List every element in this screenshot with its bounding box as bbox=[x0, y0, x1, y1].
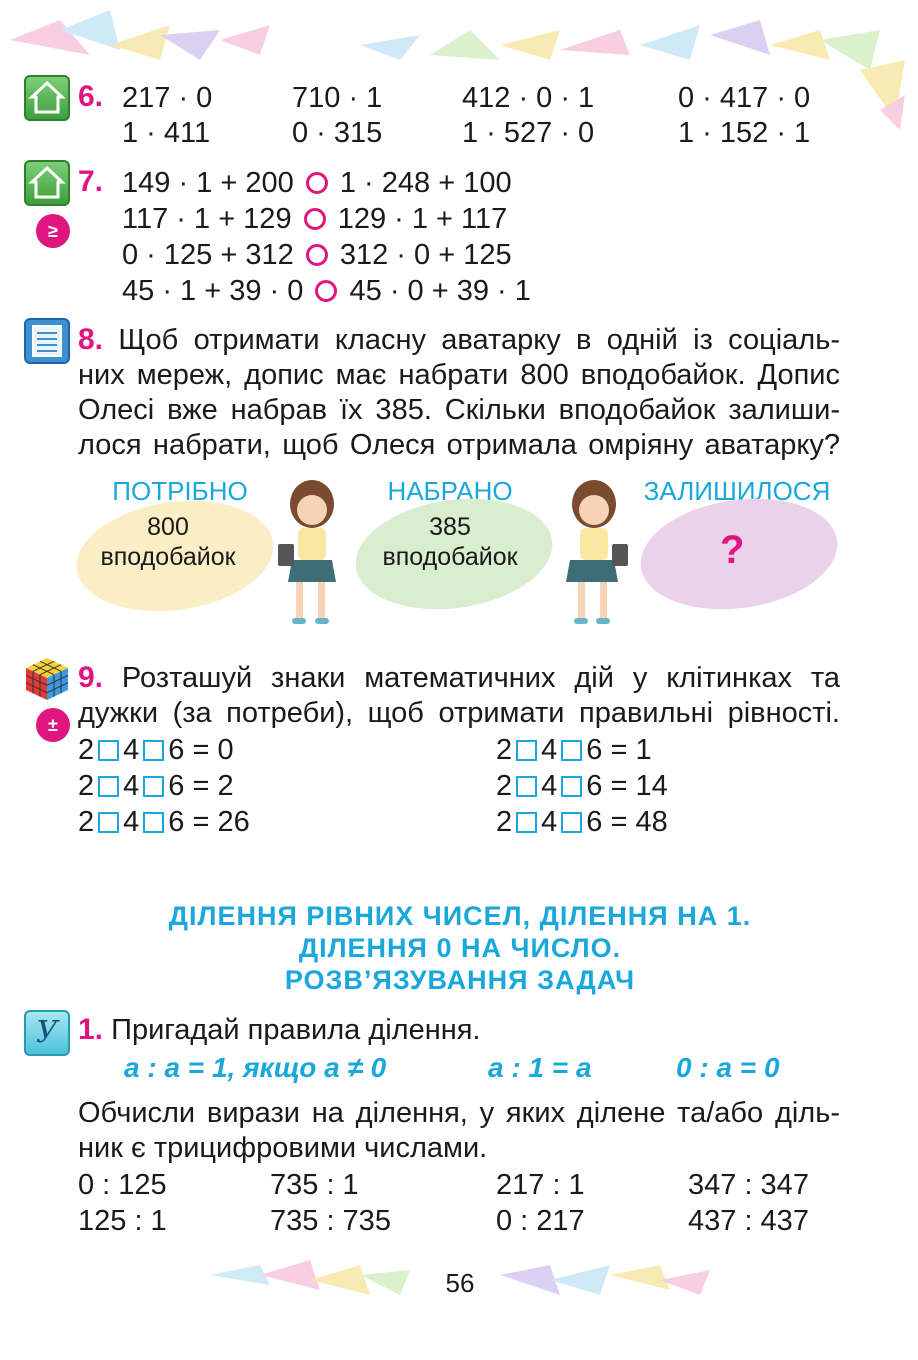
ex1-intro-line bbox=[78, 1012, 481, 1048]
operator-box[interactable] bbox=[516, 776, 537, 797]
exercise-6-number: 6. bbox=[78, 80, 104, 113]
ex7-row bbox=[122, 273, 531, 309]
rubiks-cube-icon bbox=[24, 656, 70, 702]
ex9-equation: 2 4 6 = 1 bbox=[496, 734, 652, 766]
page-number: 56 bbox=[445, 1268, 475, 1298]
operator-box[interactable] bbox=[98, 776, 119, 797]
compare-circle[interactable] bbox=[304, 208, 326, 230]
operator-box[interactable] bbox=[516, 812, 537, 833]
plus-minus-badge-icon: ± bbox=[36, 708, 70, 742]
compare-badge-icon: ≥ bbox=[36, 214, 70, 248]
ex9-equation: 2 4 6 = 2 bbox=[78, 770, 234, 802]
ex7-left: 0 · 125 + 312 bbox=[122, 239, 294, 271]
text-line: 9. Розташуй знаки математичних дій у клітинках та bbox=[78, 661, 840, 694]
ex1-intro: Пригадай правила ділення. bbox=[111, 1014, 481, 1046]
ex9-equation: 2 4 6 = 48 bbox=[496, 806, 668, 838]
exercise-9-number: 9. bbox=[78, 661, 104, 694]
ex7-left: 117 · 1 + 129 bbox=[122, 203, 292, 235]
compare-circle[interactable] bbox=[306, 244, 328, 266]
section-heading bbox=[60, 900, 860, 996]
ex7-row bbox=[122, 165, 512, 201]
compare-circle[interactable] bbox=[306, 172, 328, 194]
ex6-r0c1: 710 · 1 bbox=[292, 82, 383, 114]
exercise-7-number: 7. bbox=[78, 165, 104, 198]
collected-label: НАБРАНО bbox=[387, 476, 513, 506]
text-line: ник є трицифровими числами. bbox=[78, 1132, 488, 1164]
heading-line: ДІЛЕННЯ РІВНИХ ЧИСЕЛ, ДІЛЕННЯ НА 1. bbox=[168, 901, 752, 931]
ex7-left: 45 · 1 + 39 · 0 bbox=[122, 275, 304, 307]
text-line: лося набрати, щоб Олеся отримала омріяну аватарку? bbox=[78, 429, 840, 461]
text-line: Обчисли вирази на ділення, у яких ділене та/або діль- bbox=[78, 1097, 840, 1129]
operator-box[interactable] bbox=[561, 812, 582, 833]
operator-box[interactable] bbox=[143, 740, 164, 761]
ex1-r1c0: 125 : 1 bbox=[78, 1205, 167, 1237]
homework-icon bbox=[24, 160, 70, 206]
ex7-right: 45 · 0 + 39 · 1 bbox=[349, 275, 531, 307]
ex7-left: 149 · 1 + 200 bbox=[122, 167, 294, 199]
operator-box[interactable] bbox=[561, 740, 582, 761]
heading-line: ДІЛЕННЯ 0 НА ЧИСЛО. bbox=[298, 933, 622, 963]
collected-unit: вподобайок bbox=[382, 543, 518, 571]
text-line: них мереж, допис має набрати 800 вподобайок. Допис bbox=[78, 359, 840, 391]
ex1-r0c0: 0 : 125 bbox=[78, 1169, 167, 1201]
operator-box[interactable] bbox=[143, 812, 164, 833]
ex1-r0c3: 347 : 347 bbox=[688, 1169, 809, 1201]
ex9-equation: 2 4 6 = 14 bbox=[496, 770, 668, 802]
ex6-r1c1: 0 · 315 bbox=[292, 117, 383, 149]
homework-icon bbox=[24, 75, 70, 121]
rule-3: 0 : a = 0 bbox=[676, 1052, 780, 1083]
text-line: 8. Щоб отримати класну аватарку в одній із соціаль- bbox=[78, 323, 840, 356]
exercise-9-text bbox=[78, 660, 840, 731]
ex7-right: 129 · 1 + 117 bbox=[337, 203, 508, 235]
heading-line: РОЗВ’ЯЗУВАННЯ ЗАДАЧ bbox=[284, 965, 636, 995]
ex6-r0c2: 412 · 0 · 1 bbox=[462, 82, 595, 114]
exercise-8-number: 8. bbox=[78, 323, 104, 356]
ex6-r1c3: 1 · 152 · 1 bbox=[678, 117, 811, 149]
ex6-r0c3: 0 · 417 · 0 bbox=[678, 82, 811, 114]
exercise-1-number: 1. bbox=[78, 1013, 104, 1046]
girl-illustration bbox=[556, 478, 636, 634]
operator-box[interactable] bbox=[561, 776, 582, 797]
rule-1: a : a = 1, якщо a ≠ 0 bbox=[124, 1052, 387, 1083]
ex6-r1c0: 1 · 411 bbox=[122, 117, 211, 149]
remaining-label: ЗАЛИШИЛОСЯ bbox=[643, 476, 831, 506]
operator-box[interactable] bbox=[98, 812, 119, 833]
girl-illustration bbox=[270, 478, 350, 634]
remaining-question-mark: ? bbox=[720, 528, 745, 572]
needed-label: ПОТРІБНО bbox=[112, 476, 248, 506]
text-line: дужки (за потреби), щоб отримати правильні рівності. bbox=[78, 697, 840, 729]
notebook-icon bbox=[24, 318, 70, 364]
ex1-task-text bbox=[78, 1096, 840, 1166]
operator-box[interactable] bbox=[143, 776, 164, 797]
ex1-r1c2: 0 : 217 bbox=[496, 1205, 585, 1237]
ex1-r1c1: 735 : 735 bbox=[270, 1205, 391, 1237]
ex6-r0c0: 217 · 0 bbox=[122, 82, 213, 114]
ex7-right: 312 · 0 + 125 bbox=[339, 239, 512, 271]
exercise-8-text bbox=[78, 322, 840, 463]
needed-value: 800 bbox=[147, 513, 189, 541]
ex1-r1c3: 437 : 437 bbox=[688, 1205, 809, 1237]
ex9-equation: 2 4 6 = 26 bbox=[78, 806, 250, 838]
rule-2: a : 1 = a bbox=[488, 1052, 592, 1083]
lesson-icon bbox=[24, 1010, 70, 1056]
lesson-icon-letter: У bbox=[36, 1015, 58, 1050]
operator-box[interactable] bbox=[98, 740, 119, 761]
compare-circle[interactable] bbox=[315, 280, 337, 302]
ex7-row bbox=[122, 237, 512, 273]
operator-box[interactable] bbox=[516, 740, 537, 761]
ex1-r0c2: 217 : 1 bbox=[496, 1169, 585, 1201]
collected-value: 385 bbox=[429, 513, 471, 541]
ex6-r1c2: 1 · 527 · 0 bbox=[462, 117, 595, 149]
ex9-equation: 2 4 6 = 0 bbox=[78, 734, 234, 766]
ex7-row bbox=[122, 201, 507, 237]
ex7-right: 1 · 248 + 100 bbox=[339, 167, 512, 199]
needed-unit: вподобайок bbox=[100, 543, 236, 571]
text-line: Олесі вже набрав їх 385. Скільки вподобайок залиши- bbox=[78, 394, 840, 426]
ex1-r0c1: 735 : 1 bbox=[270, 1169, 359, 1201]
